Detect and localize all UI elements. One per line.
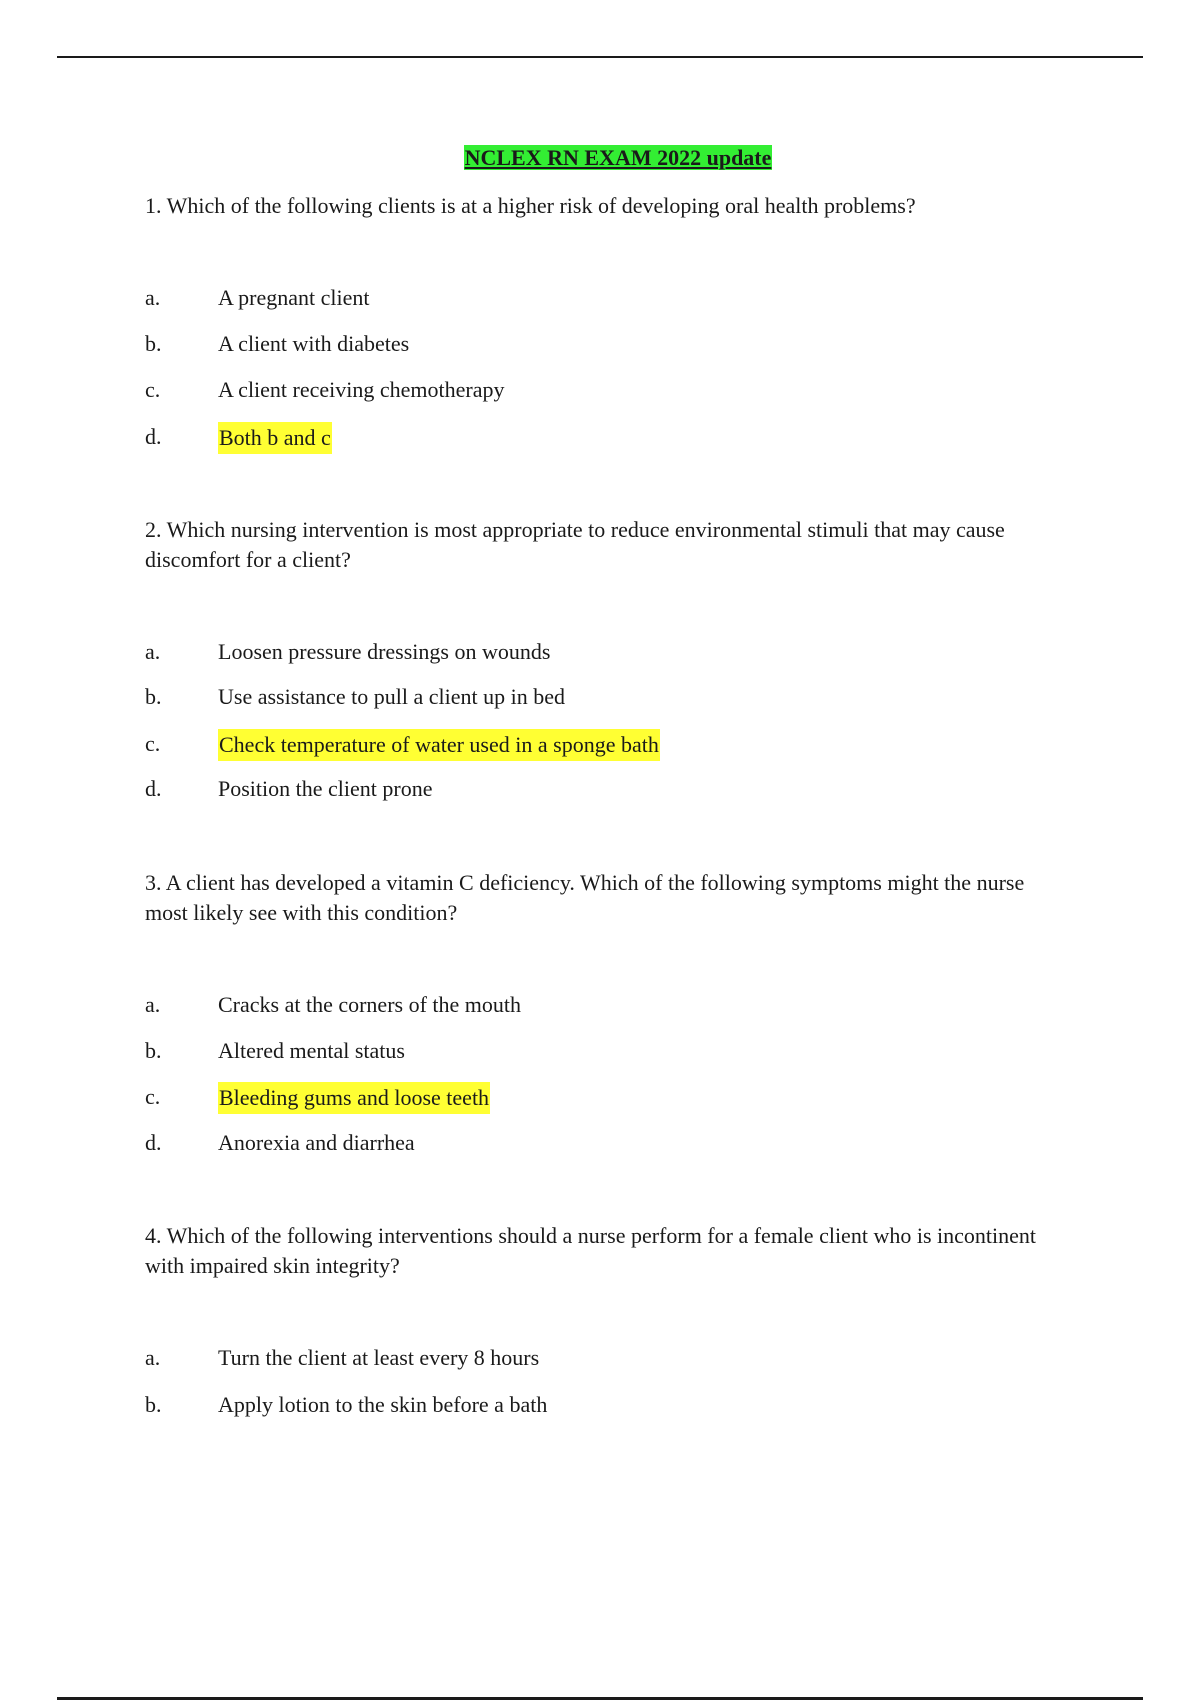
question-3-option-c: [145, 1082, 1045, 1112]
option-text: Anorexia and diarrhea: [218, 1130, 415, 1155]
option-text: Loosen pressure dressings on wounds: [218, 639, 551, 664]
option-letter: a.: [145, 285, 161, 310]
option-text: A client with diabetes: [218, 331, 410, 356]
option-text: A client receiving chemotherapy: [218, 377, 505, 402]
option-text: Use assistance to pull a client up in bed: [218, 684, 566, 709]
question-1-text: 1. Which of the following clients is at a higher risk of developing oral health problems?: [145, 193, 916, 218]
option-letter: c.: [145, 731, 161, 756]
question-2-option-d: [145, 774, 1045, 804]
question-2-option-b: [145, 682, 1045, 712]
question-4-option-a: [145, 1343, 1045, 1373]
question-3-option-a: [145, 990, 1045, 1020]
option-text: Turn the client at least every 8 hours: [218, 1345, 540, 1370]
option-letter: d.: [145, 1130, 162, 1155]
option-letter: d.: [145, 776, 162, 801]
option-text: Apply lotion to the skin before a bath: [218, 1392, 548, 1417]
question-4-option-b: [145, 1390, 1045, 1420]
option-letter: b.: [145, 1038, 162, 1063]
option-letter: d.: [145, 424, 162, 449]
question-2-option-c: [145, 729, 1045, 759]
question-1-option-c: [145, 375, 1045, 405]
question-1-option-d: [145, 422, 1045, 452]
question-3-option-b: [145, 1036, 1045, 1066]
question-4-text: 4. Which of the following interventions should a nurse perform for a female client who is incontinent with impaired skin integrity?: [145, 1223, 1036, 1278]
option-letter: b.: [145, 331, 162, 356]
question-3-text: 3. A client has developed a vitamin C deficiency. Which of the following symptoms might the nurse most likely see with this condition?: [145, 870, 1025, 925]
option-letter: a.: [145, 992, 161, 1017]
question-2-text: 2. Which nursing intervention is most appropriate to reduce environmental stimuli that may cause discomfort for a client?: [145, 517, 1005, 572]
header-rule: [57, 56, 1143, 58]
option-text: Altered mental status: [218, 1038, 405, 1063]
option-text: A pregnant client: [218, 285, 370, 310]
option-text: Position the client prone: [218, 776, 433, 801]
option-letter: b.: [145, 1392, 162, 1417]
option-letter: a.: [145, 1345, 161, 1370]
option-letter: b.: [145, 684, 162, 709]
option-letter: a.: [145, 639, 161, 664]
option-letter: c.: [145, 377, 161, 402]
question-1-option-b: [145, 329, 1045, 359]
document-title: [0, 145, 1200, 171]
highlighted-answer: Bleeding gums and loose teeth: [218, 1082, 490, 1114]
question-3-option-d: [145, 1128, 1045, 1158]
highlighted-answer: Check temperature of water used in a sponge bath: [218, 729, 660, 761]
highlighted-answer: Both b and c: [218, 422, 332, 454]
option-text: Cracks at the corners of the mouth: [218, 992, 522, 1017]
title-text: NCLEX RN EXAM 2022 update: [464, 145, 772, 170]
option-letter: c.: [145, 1084, 161, 1109]
question-2-option-a: [145, 637, 1045, 667]
question-1-option-a: [145, 283, 1045, 313]
